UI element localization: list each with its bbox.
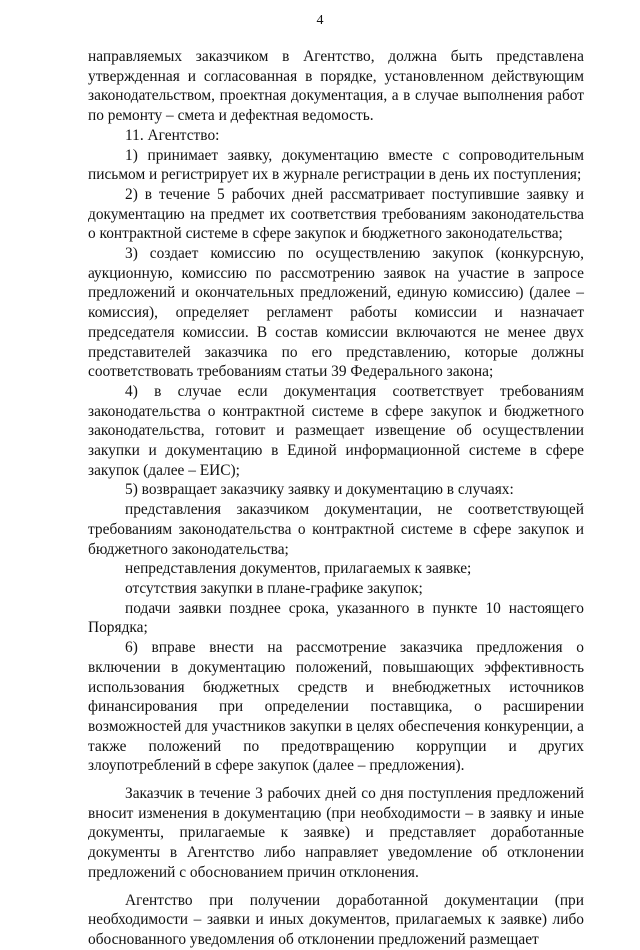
paragraph-item-5-case-1: представления заказчиком документации, не соответствующей требованиям законодательства о контрактной системе в сфере закупок и бюджетного законодательства; bbox=[88, 501, 584, 558]
paragraph-item-4: 4) в случае если документация соответствует требованиям законодательства о контрактной системе в сфере закупок и бюджетного законодательства, готовит и размещает извещение об осуществлении закупки и документацию в Единой информационной системе в сфере закупок (далее – ЕИС); bbox=[88, 382, 584, 479]
paragraph-item-5-case-3: отсутствия закупки в плане-графике закупок; bbox=[125, 579, 423, 597]
paragraph-item-3: 3) создает комиссию по осуществлению закупок (конкурсную, аукционную, комиссию по рассмотрению заявок на участие в запросе предложений и окончательных предложений, единую комиссию) (далее – комиссия), определяет регламент работы комиссии и назначает председателя комиссии. В состав комиссии включаются не менее двух представителей заказчика по его представлению, которые должны соответствовать требованиям статьи 39 Федерального закона; bbox=[88, 245, 584, 381]
paragraph-11-heading: 11. Агентство: bbox=[125, 126, 220, 144]
paragraph-item-5-case-2: непредставления документов, прилагаемых к заявке; bbox=[125, 560, 472, 578]
paragraph-item-2: 2) в течение 5 рабочих дней рассматривает поступившие заявку и документацию на предмет их соответствия требованиям законодательства о контрактной системе в сфере закупок и бюджетного законодательства; bbox=[88, 185, 584, 243]
paragraph-item-5-case-4: подачи заявки позднее срока, указанного в пункте 10 настоящего Порядка; bbox=[88, 599, 584, 637]
paragraph-item-1: 1) принимает заявку, документацию вместе с сопроводительным письмом и регистрирует их в журнале регистрации в день их поступления; bbox=[88, 146, 584, 184]
document-body bbox=[88, 47, 584, 950]
page-number: 4 bbox=[316, 13, 324, 28]
paragraph-intro-continuation: направляемых заказчиком в Агентство, должна быть представлена утвержденная и согласованная в порядке, установленном действующим законодательством, проектная документация, а в случае выполнения работ по ремонту – смета и дефектная ведомость. bbox=[88, 48, 584, 125]
paragraph-item-5: 5) возвращает заказчику заявку и документацию в случаях: bbox=[125, 481, 514, 499]
paragraph-agency-publishes: Агентство при получении доработанной документации (при необходимости – заявки и иных документов, прилагаемых к заявке) либо обоснованного уведомления об отклонении предложений размещает bbox=[88, 891, 584, 948]
paragraph-item-6: 6) вправе внести на рассмотрение заказчика предложения о включении в документацию положений, повышающих эффективность использования бюджетных средств и внебюджетных источников финансирования при определении поставщика, о расширении возможностей для участников закупки в целях обеспечения конкуренции, а также положений по предотвращению коррупции и других злоупотреблений в сфере закупок (далее – предложения). bbox=[88, 639, 584, 775]
paragraph-customer-changes: Заказчик в течение 3 рабочих дней со дня поступления предложений вносит изменения в документацию (при необходимости – в заявку и иные документы, прилагаемые к заявке) и представляет доработанные документы в Агентство либо направляет уведомление об отклонении предложений с обоснованием причин отклонения. bbox=[88, 785, 584, 881]
